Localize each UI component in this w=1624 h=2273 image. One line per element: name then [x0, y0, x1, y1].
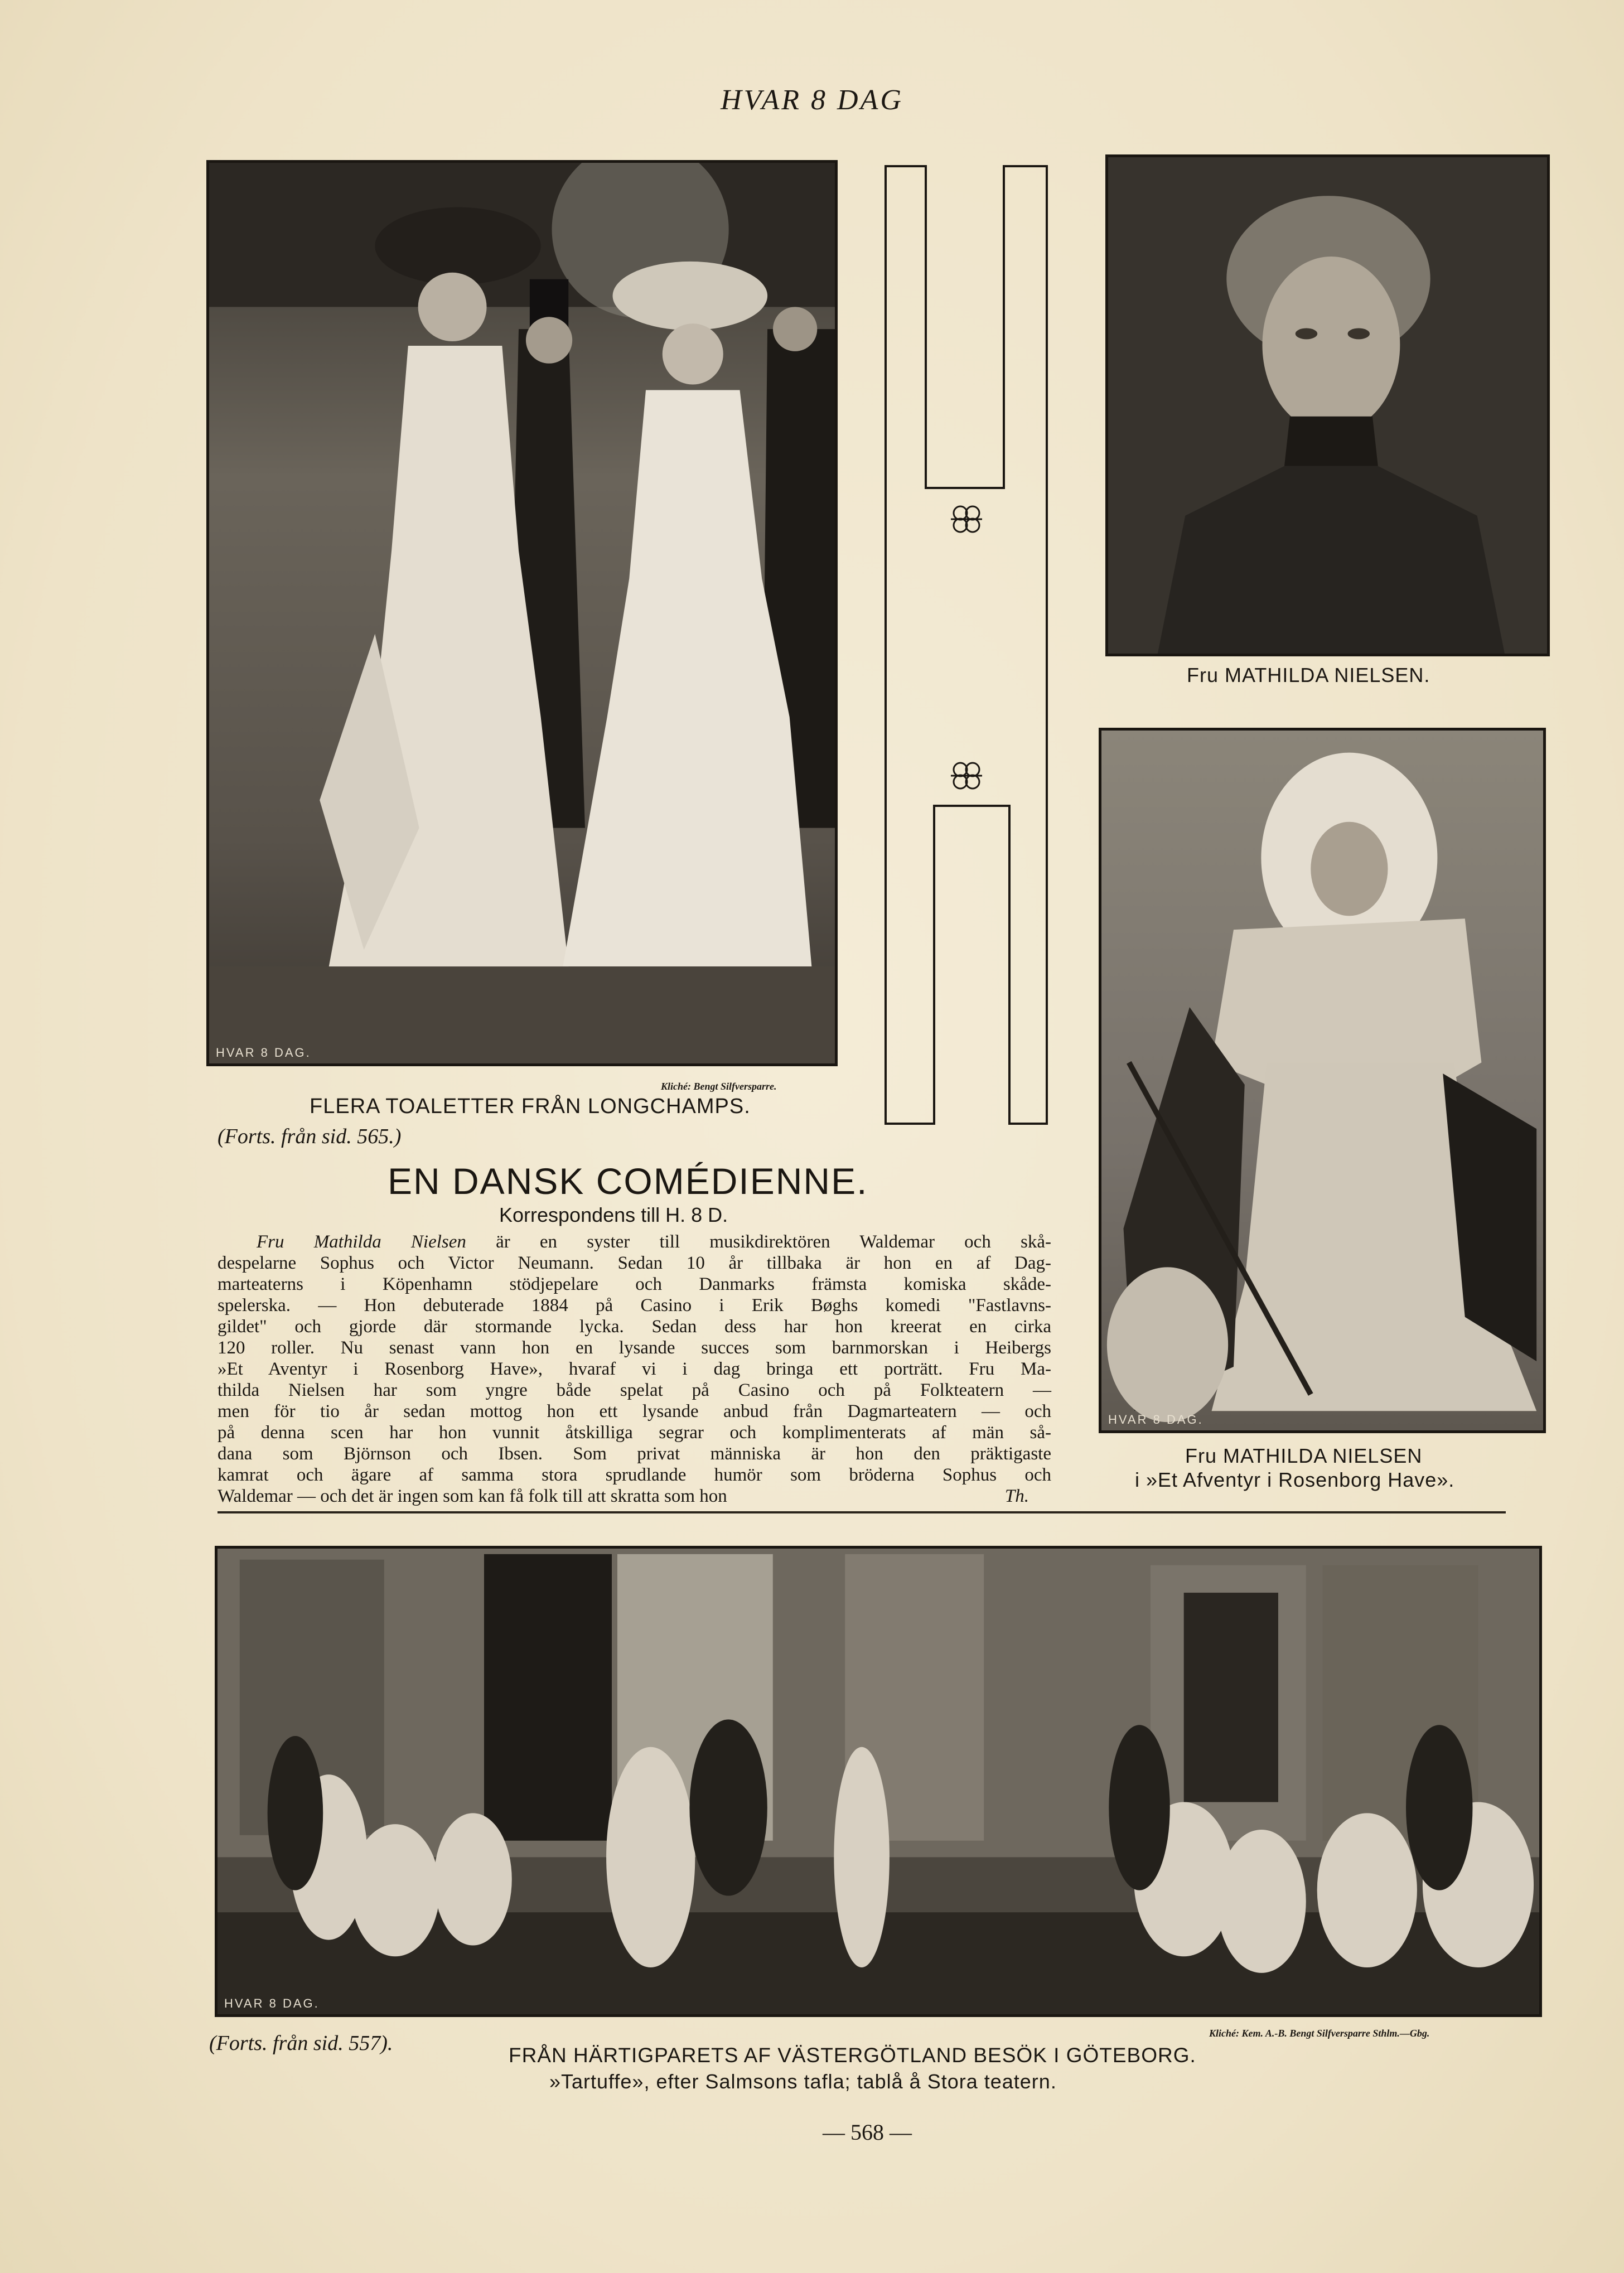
article-title: EN DANSK COMÉDIENNE.	[388, 1160, 868, 1202]
tartuffe-photo	[215, 1546, 1542, 2017]
article-line-9: men för tio år sedan mottog hon ett lysande anbud från Dagmarteatern — och	[218, 1401, 1051, 1421]
article-body	[218, 1231, 1051, 1507]
column-ornament	[881, 162, 1054, 1132]
page-number	[823, 2119, 912, 2145]
article-line-2: despelarne Sophus och Victor Neumann. Sedan 10 år tillbaka är hon en af Dag-	[218, 1253, 1051, 1273]
article-signature: Th.	[1004, 1486, 1029, 1506]
clover-ornament-bottom	[951, 763, 982, 789]
costume-caption-line2: i »Et Afventyr i Rosenborg Have».	[1135, 1468, 1455, 1491]
costume-caption-line1: Fru MATHILDA NIELSEN	[1185, 1444, 1423, 1467]
article-line-12: kamrat och ägare af samma stora sprudlande humör som bröderna Sophus och	[218, 1465, 1051, 1485]
article-line-4: spelerska. — Hon debuterade 1884 på Casino i Erik Bøghs komedi "Fastlavns-	[218, 1295, 1051, 1316]
longchamps-credit: Kliché: Bengt Silfversparre.	[661, 1081, 777, 1092]
longchamps-watermark: HVAR 8 DAG.	[216, 1046, 311, 1060]
longchamps-photo	[206, 160, 838, 1066]
article-line-10: på denna scen har hon vunnit åtskilliga segrar och komplimenterats af män så-	[218, 1423, 1051, 1443]
portrait-photo	[1105, 154, 1550, 656]
article-line-11: dana som Björnson och Ibsen. Som privat människa är hon den präktigaste	[218, 1444, 1051, 1464]
article-line-8: thilda Nielsen har som yngre både spelat på Casino och på Folkteatern —	[218, 1380, 1051, 1400]
tartuffe-caption-line2: »Tartuffe», efter Salmsons tafla; tablå å Stora teatern.	[549, 2070, 1057, 2093]
costume-photo	[1099, 728, 1546, 1433]
portrait-photo-image	[1108, 157, 1547, 654]
section-divider	[218, 1511, 1506, 1513]
costume-watermark: HVAR 8 DAG.	[1108, 1413, 1204, 1426]
article-line-3: marteaterns i Köpenhamn stödjepelare och Danmarks främsta komiska skåde-	[218, 1274, 1051, 1294]
article-line-5: gildet" och gjorde där stormande lycka. Sedan dess har hon kreerat en cirka	[218, 1317, 1051, 1337]
longchamps-caption: FLERA TOALETTER FRÅN LONGCHAMPS.	[310, 1095, 751, 1118]
tartuffe-caption-line1: FRÅN HÄRTIGPARETS AF VÄSTERGÖTLAND BESÖK I GÖTEBORG.	[509, 2044, 1196, 2067]
page-number-dash-right: —	[884, 2120, 912, 2145]
page-header-title: HVAR 8 DAG	[721, 84, 903, 116]
forts-top: (Forts. från sid. 565.)	[218, 1125, 402, 1148]
longchamps-photo-image	[209, 163, 835, 1063]
article-lead-name: Fru Mathilda Nielsen	[257, 1232, 466, 1252]
portrait-caption: Fru MATHILDA NIELSEN.	[1187, 664, 1430, 686]
page-number-dash-left: —	[823, 2120, 850, 2145]
tartuffe-credit: Kliché: Kem. A.-B. Bengt Silfversparre Sthlm.—Gbg.	[1209, 2028, 1430, 2039]
page-number-value: 568	[850, 2120, 884, 2145]
forts-bottom: (Forts. från sid. 557).	[209, 2032, 393, 2055]
tartuffe-photo-image	[218, 1549, 1539, 2014]
article-line-1: Fru Mathilda Nielsen är en syster till musikdirektören Waldemar och skå-	[257, 1232, 1051, 1252]
article-line-7: »Et Aventyr i Rosenborg Have», hvaraf vi i dag bringa ett porträtt. Fru Ma-	[218, 1359, 1051, 1379]
article-byline: Korrespondens till H. 8 D.	[499, 1203, 728, 1226]
tartuffe-watermark: HVAR 8 DAG.	[224, 1996, 320, 2010]
clover-ornament-top	[951, 506, 982, 532]
costume-photo-image	[1101, 731, 1543, 1430]
article-line-13: Waldemar — och det är ingen som kan få folk till att skratta som hon Th.	[218, 1486, 1029, 1506]
article-line-6: 120 roller. Nu senast vann hon en lysande succes som barnmorskan i Heibergs	[218, 1338, 1051, 1358]
